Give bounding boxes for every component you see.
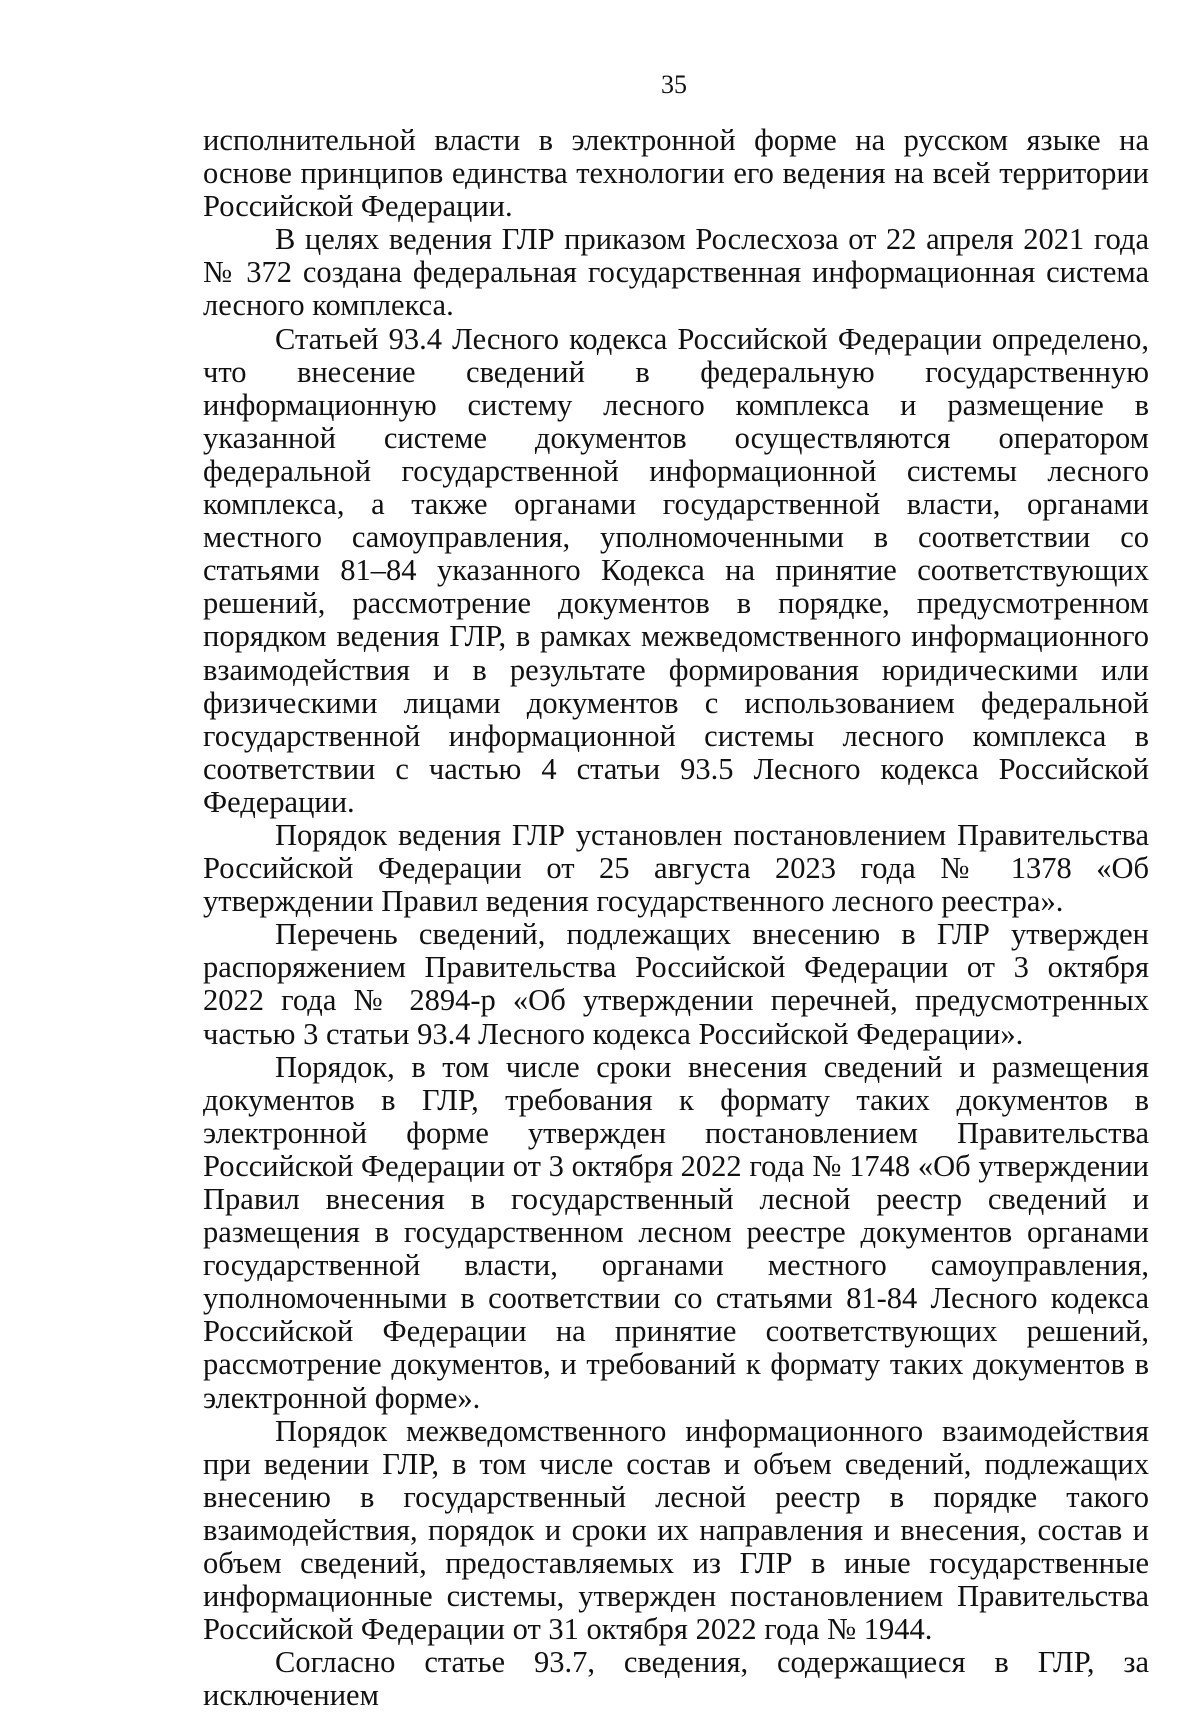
paragraph-glr-procedure: Порядок ведения ГЛР установлен постановлением Правительства Российской Федерации от 25 августа 2023 года № 1378 «Об утверждении Правил ведения государственного лесного реестра». (203, 817, 1149, 919)
paragraph-submission-rules: Порядок, в том числе сроки внесения сведений и размещения документов в ГЛР, требования к формату таких документов в электронной форме утвержден постановлением Правительства Российской Федерации от 3 октября 2022 года № 1748 «Об утверждении Правил внесения в государственный лесной реестр сведений и размещения в государственном лесном реестре документов органами государственной власти, органами местного самоуправления, уполномоченными в соответствии со статьями 81-84 Лесного кодекса Российской Федерации на принятие соответствующих решений, рассмотрение документов, и требований к формату таких документов в электронной форме». (203, 1049, 1149, 1415)
paragraph-info-list: Перечень сведений, подлежащих внесению в ГЛР утвержден распоряжением Правительства Российской Федерации от 3 октября 2022 года № 2894-р «Об утверждении перечней, предусмотренных частью 3 статьи 93.4 Лесного кодекса Российской Федерации». (203, 917, 1149, 1051)
paragraph-continuation: исполнительной власти в электронной форме на русском языке на основе принципов единства технологии его ведения на всей территории Российской Федерации. (203, 123, 1149, 224)
document-body (203, 124, 1149, 1713)
paragraph-article-93-4: Статьей 93.4 Лесного кодекса Российской Федерации определено, что внесение сведений в федеральную государственную информационную систему лесного комплекса и размещение в указанной системе документов осуществляются оператором федеральной государственной информационной системы лесного комплекса, а также органами государственной власти, органами местного самоуправления, уполномоченными в соответствии со статьями 81–84 указанного Кодекса на принятие соответствующих решений, рассмотрение документов в порядке, предусмотренном порядком ведения ГЛР, в рамках межведомственного информационного взаимодействия и в результате формирования юридическими или физическими лицами документов с использованием федеральной государственной информационной системы лесного комплекса в соответствии с частью 4 статьи 93.5 Лесного кодекса Российской Федерации. (203, 321, 1149, 819)
paragraph-interagency-interaction: Порядок межведомственного информационного взаимодействия при ведении ГЛР, в том числе состав и объем сведений, подлежащих внесению в государственный лесной реестр в порядке такого взаимодействия, порядок и сроки их направления и внесения, состав и объем сведений, предоставляемых из ГЛР в иные государственные информационные системы, утвержден постановлением Правительства Российской Федерации от 31 октября 2022 года № 1944. (203, 1413, 1149, 1647)
paragraph-article-93-7: Согласно статье 93.7, сведения, содержащиеся в ГЛР, за исключением (203, 1645, 1149, 1713)
paragraph-fgis-creation: В целях ведения ГЛР приказом Рослесхоза от 22 апреля 2021 года № 372 создана федеральная государственная информационная система лесного комплекса. (203, 222, 1149, 323)
page-number: 35 (661, 70, 687, 99)
